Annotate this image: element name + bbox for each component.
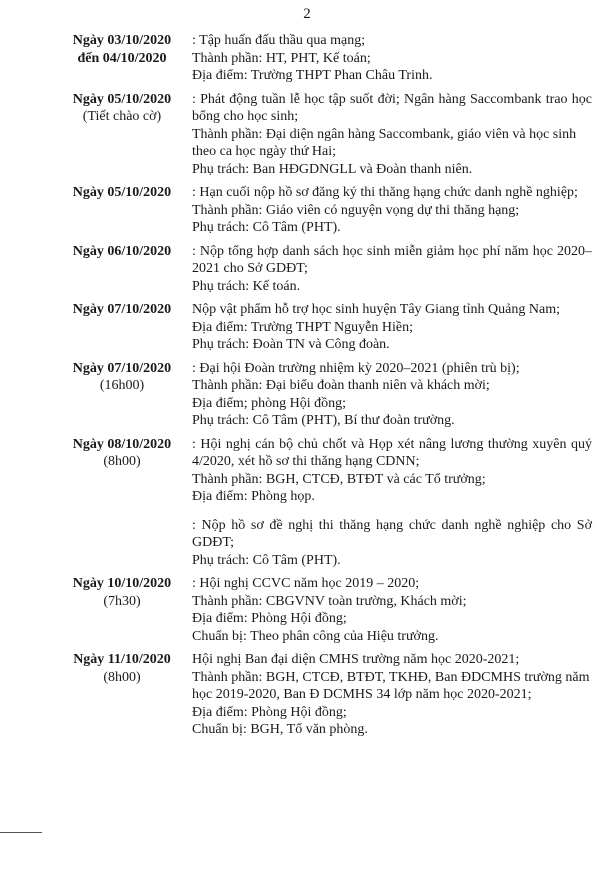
entry-line: Thành phần: Đại diện ngân hàng Saccombank, giáo viên và học sinh theo ca học ngày thứ Hai; (192, 126, 577, 159)
entry-line: Địa điểm: Phòng họp. (192, 489, 315, 504)
entry-content (192, 436, 592, 570)
entry-line: Thành phần: BGH, CTCĐ, BTĐT, TKHĐ, Ban ĐDCMHS trường năm học 2019-2020, Ban Đ DCMHS 34 lớp năm học 2020-2021; (192, 669, 590, 702)
entry-line: Nộp vật phẩm hỗ trợ học sinh huyện Tây Giang tỉnh Quảng Nam; (192, 302, 560, 317)
entry-date-column (56, 436, 188, 570)
entry-line: Hội nghị Ban đại diện CMHS trường năm học 2020-2021; (192, 652, 520, 667)
schedule-entry (0, 243, 614, 296)
entry-line: : Hội nghị CCVC năm học 2019 – 2020; (192, 576, 420, 591)
entry-content (192, 651, 592, 739)
entry-line: Địa điểm: Phòng Hội đồng; (192, 704, 347, 720)
entry-line: Địa điểm: Phòng Hội đồng; (192, 611, 347, 626)
entry-line: Thành phần: HT, PHT, Kế toán; (192, 50, 371, 66)
entry-line: Phụ trách: Cô Tâm (PHT). (192, 220, 341, 235)
schedule-list (0, 32, 614, 745)
entry-content (192, 184, 592, 237)
entry-date: Ngày 11/10/2020 (73, 652, 171, 667)
entry-date-column (56, 32, 188, 85)
entry-date: Ngày 03/10/2020 (72, 33, 172, 48)
entry-line: : Nộp tổng hợp danh sách học sinh miễn giảm học phí năm học 2020–2021 cho Sở GDĐT; (192, 243, 592, 276)
schedule-entry (0, 575, 614, 645)
entry-line: Phụ trách: Ban HĐGDNGLL và Đoàn thanh niên. (192, 161, 473, 177)
entry-content (192, 360, 592, 430)
entry-line: : Hạn cuối nộp hồ sơ đăng ký thi thăng hạng chức danh nghề nghiệp; (192, 185, 578, 200)
entry-line: Thành phần: Giáo viên có nguyện vọng dự thi thăng hạng; (192, 202, 520, 218)
entry-line: Địa điểm; phòng Hội đồng; (192, 395, 346, 411)
schedule-entry (0, 301, 614, 354)
entry-date: Ngày 07/10/2020 (72, 360, 172, 376)
schedule-entry (0, 32, 614, 85)
entry-line: Chuẩn bị: Theo phân công của Hiệu trưởng. (192, 628, 439, 644)
entry-date-column (56, 184, 188, 237)
entry-line: Phụ trách: Kế toán. (192, 278, 301, 294)
entry-line: Địa điểm: Trường THPT Nguyễn Hiền; (192, 319, 413, 335)
entry-line: : Phát động tuần lễ học tập suốt đời; Ngân hàng Saccombank trao học bổng cho học sinh; (192, 91, 592, 124)
entry-time: (16h00) (99, 378, 145, 393)
entry-date-end: đến 04/10/2020 (77, 50, 167, 66)
entry-content (192, 32, 592, 85)
entry-line: : Đại hội Đoàn trường nhiệm kỳ 2020–2021 (phiên trù bị); (192, 360, 520, 376)
entry-line: Thành phần: BGH, CTCĐ, BTĐT và các Tổ trưởng; (192, 471, 486, 487)
entry-time: (8h00) (103, 669, 141, 685)
entry-date-column (56, 360, 188, 430)
entry-line: Địa điểm: Trường THPT Phan Châu Trinh. (192, 68, 433, 83)
entry-date: Ngày 05/10/2020 (72, 185, 172, 200)
entry-date-column (56, 651, 188, 739)
entry-date-column (56, 91, 188, 179)
entry-time: (7h30) (103, 593, 141, 609)
entry-line: : Hội nghị cán bộ chủ chốt và Họp xét nâng lương thường xuyên quý 4/2020, xét hồ sơ thi thăng hạng CDNN; (192, 436, 592, 469)
entry-content (192, 301, 592, 354)
footer-divider (0, 832, 42, 833)
entry-date: Ngày 07/10/2020 (72, 302, 172, 317)
entry-time: (8h00) (103, 454, 141, 469)
schedule-entry (0, 184, 614, 237)
entry-content (192, 91, 592, 179)
entry-date: Ngày 05/10/2020 (72, 91, 172, 107)
entry-line: Phụ trách: Đoàn TN và Công đoàn. (192, 337, 390, 352)
entry-content (192, 243, 592, 296)
entry-line: Phụ trách: Cô Tâm (PHT). (192, 552, 341, 568)
schedule-entry (0, 360, 614, 430)
entry-date-column (56, 575, 188, 645)
entry-date: Ngày 06/10/2020 (72, 243, 172, 259)
entry-line: : Tập huấn đấu thầu qua mạng; (192, 33, 366, 48)
schedule-entry (0, 651, 614, 739)
entry-line: Phụ trách: Cô Tâm (PHT), Bí thư đoàn trường. (192, 413, 455, 428)
schedule-entry (0, 436, 614, 570)
entry-line: Thành phần: Đại biểu đoàn thanh niên và khách mời; (192, 378, 490, 393)
entry-time: (Tiết chào cờ) (82, 109, 162, 124)
page-number: 2 (303, 6, 311, 22)
schedule-entry (0, 91, 614, 179)
entry-line: Thành phần: CBGVNV toàn trường, Khách mời; (192, 593, 467, 609)
entry-date: Ngày 10/10/2020 (72, 576, 172, 591)
entry-content (192, 575, 592, 645)
entry-date: Ngày 08/10/2020 (72, 436, 172, 452)
entry-date-column (56, 301, 188, 354)
entry-line: : Nộp hồ sơ đề nghị thi thăng hạng chức danh nghề nghiệp cho Sở GDĐT; (192, 517, 592, 550)
entry-date-column (56, 243, 188, 296)
entry-line: Chuẩn bị: BGH, Tổ văn phòng. (192, 722, 368, 737)
entry-gap (192, 506, 592, 517)
